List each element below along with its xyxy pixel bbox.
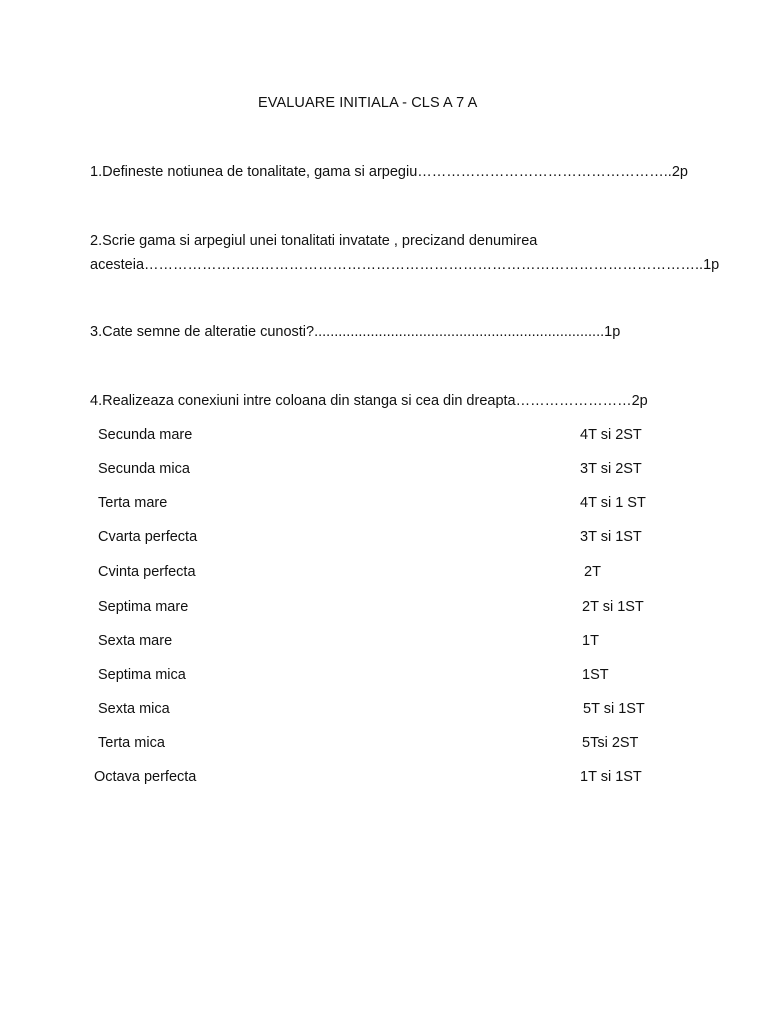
interval-value: 4T si 2ST (580, 427, 642, 443)
interval-name: Sexta mica (98, 701, 170, 717)
question-3: 3.Cate semne de alteratie cunosti?........................................................................1p (90, 324, 621, 340)
matching-row (0, 427, 768, 447)
question-2-line-1: 2.Scrie gama si arpegiul unei tonalitati invatate , precizand denumirea (90, 233, 538, 249)
matching-row (0, 495, 768, 515)
matching-row (0, 735, 768, 755)
interval-name: Sexta mare (98, 633, 173, 649)
interval-value: 5Tsi 2ST (582, 735, 639, 751)
matching-row (0, 599, 768, 619)
matching-row (0, 667, 768, 687)
matching-row (0, 769, 768, 789)
matching-row (0, 701, 768, 721)
interval-value: 3T si 2ST (580, 461, 642, 477)
question-1: 1.Defineste notiunea de tonalitate, gama si arpegiu……………………………………………..2p (90, 164, 688, 180)
interval-value: 1T si 1ST (580, 769, 642, 785)
interval-value: 4T si 1 ST (580, 495, 646, 511)
question-2-line-2: acesteia……………………………………………………………………………………………………..1p (90, 257, 720, 273)
interval-value: 1ST (582, 667, 609, 683)
interval-value: 2T si 1ST (582, 599, 644, 615)
document-title: EVALUARE INITIALA - CLS A 7 A (258, 95, 478, 111)
interval-name: Septima mare (98, 599, 189, 615)
matching-row (0, 529, 768, 549)
matching-row (0, 633, 768, 653)
interval-name: Septima mica (98, 667, 186, 683)
interval-name: Terta mare (98, 495, 168, 511)
interval-name: Cvarta perfecta (98, 529, 198, 545)
interval-name: Octava perfecta (94, 769, 197, 785)
interval-name: Secunda mare (98, 427, 193, 443)
interval-name: Secunda mica (98, 461, 190, 477)
matching-row (0, 461, 768, 481)
interval-value: 5T si 1ST (583, 701, 645, 717)
interval-value: 1T (582, 633, 599, 649)
interval-name: Terta mica (98, 735, 165, 751)
matching-row (0, 564, 768, 584)
question-4: 4.Realizeaza conexiuni intre coloana din stanga si cea din dreapta……………………2p (90, 393, 648, 409)
interval-value: 2T (584, 564, 601, 580)
interval-value: 3T si 1ST (580, 529, 642, 545)
interval-name: Cvinta perfecta (98, 564, 196, 580)
